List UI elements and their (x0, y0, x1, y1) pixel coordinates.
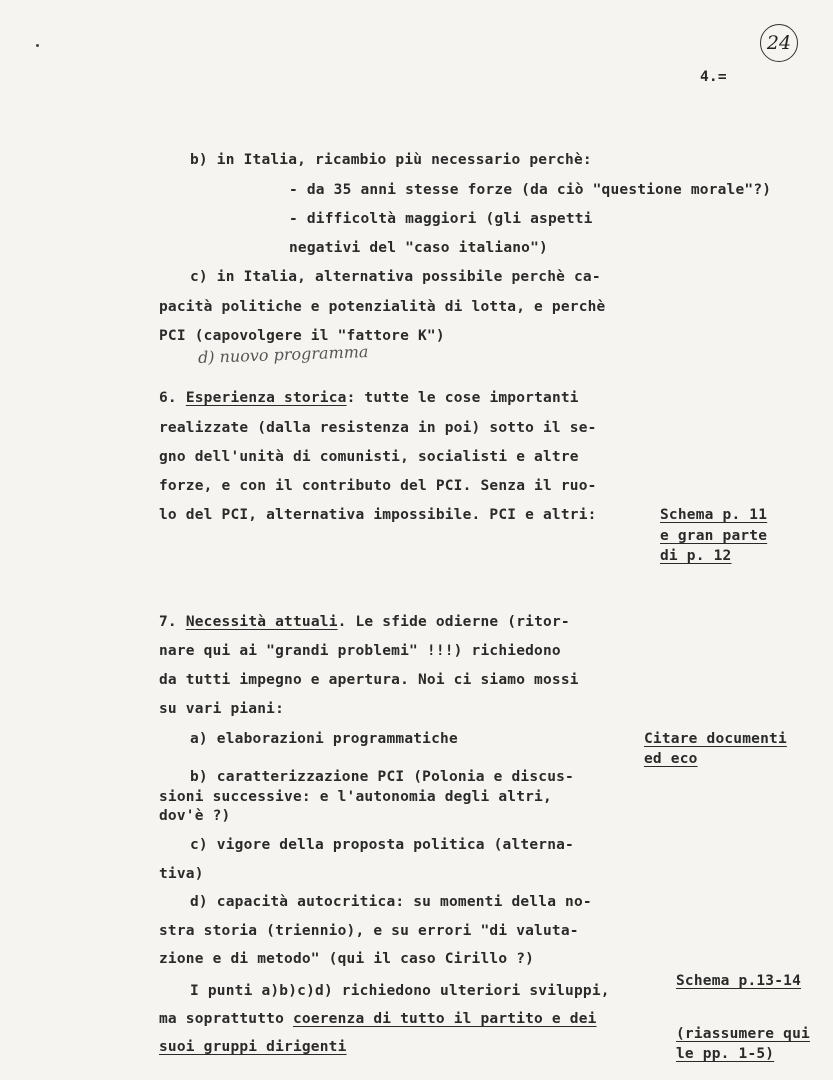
underlined-phrase: coerenza di tutto il partito e dei (292, 1011, 597, 1027)
text-line: forze, e con il contributo del PCI. Senza il ruo- (159, 478, 597, 494)
text-line: b) in Italia, ricambio più necessario perchè: (190, 152, 592, 168)
margin-note: di p. 12 (660, 548, 732, 564)
underlined-phrase: suoi gruppi dirigenti (159, 1039, 347, 1055)
handwritten-page-number: 24 (760, 24, 798, 62)
text-line: su vari piani: (159, 701, 285, 717)
text-line (159, 1010, 597, 1028)
section-number: 6. (159, 390, 177, 406)
section-7-line (159, 613, 570, 631)
text-line: PCI (capovolgere il "fattore K") (159, 328, 445, 344)
section-title: Esperienza storica (185, 390, 347, 406)
margin-note: ed eco (644, 751, 698, 767)
text-line: lo del PCI, alternativa impossibile. PCI e altri: (159, 507, 597, 523)
text-line: dov'è ?) (159, 808, 231, 824)
margin-note: e gran parte (660, 528, 768, 544)
typed-page-number: 4.= (700, 69, 727, 85)
text-line: I punti a)b)c)d) richiedono ulteriori sviluppi, (190, 983, 610, 999)
section-title: Necessità attuali (185, 614, 338, 630)
text-line: a) elaborazioni programmatiche (190, 731, 458, 747)
text-line: : tutte le cose importanti (346, 390, 579, 406)
text-line: - difficoltà maggiori (gli aspetti (289, 211, 593, 227)
ink-speck (36, 44, 39, 47)
text-line: c) in Italia, alternativa possibile perchè ca- (190, 269, 601, 285)
handwritten-note: d) nuovo programma (197, 342, 369, 367)
margin-note: Schema p.13-14 (676, 973, 802, 989)
text-line: stra storia (triennio), e su errori "di valuta- (159, 923, 579, 939)
text-line: pacità politiche e potenzialità di lotta, e perchè (159, 299, 606, 315)
text-line: zione e di metodo" (qui il caso Cirillo ?) (159, 951, 535, 967)
text-line: b) caratterizzazione PCI (Polonia e discus- (190, 769, 574, 785)
text-line: tiva) (159, 866, 204, 882)
text-line: da tutti impegno e apertura. Noi ci siamo mossi (159, 672, 579, 688)
text-line: - da 35 anni stesse forze (da ciò "questione morale"?) (289, 182, 772, 198)
text-line: realizzate (dalla resistenza in poi) sotto il se- (159, 420, 597, 436)
margin-note: Citare documenti (644, 731, 787, 747)
margin-note: le pp. 1-5) (676, 1046, 775, 1062)
margin-note: Schema p. 11 (660, 507, 768, 523)
text-line: negativi del "caso italiano") (289, 240, 548, 256)
text-fragment: ma soprattutto (159, 1011, 293, 1027)
text-line: . Le sfide odierne (ritor- (337, 614, 570, 630)
section-6-line (159, 389, 579, 407)
text-line: nare qui ai "grandi problemi" !!!) richiedono (159, 643, 561, 659)
text-line: c) vigore della proposta politica (alterna- (190, 837, 574, 853)
section-number: 7. (159, 614, 177, 630)
text-line: d) capacità autocritica: su momenti della no- (190, 894, 592, 910)
margin-note: (riassumere qui (676, 1026, 810, 1042)
text-line: sioni successive: e l'autonomia degli altri, (159, 789, 552, 805)
text-line: gno dell'unità di comunisti, socialisti e altre (159, 449, 579, 465)
